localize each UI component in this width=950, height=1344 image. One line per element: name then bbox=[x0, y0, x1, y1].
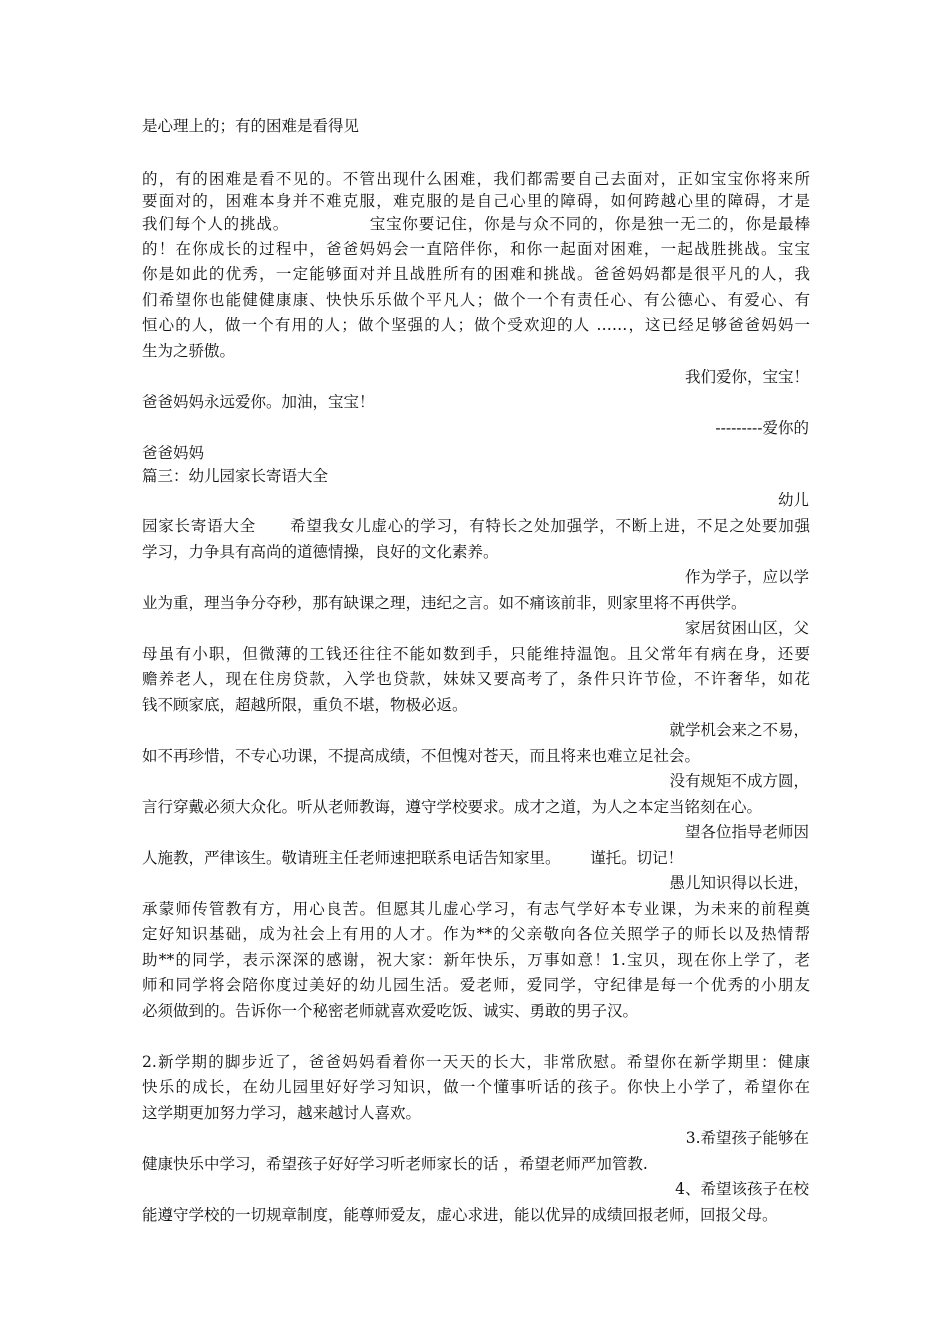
text-line: 这学期更加努力学习，越来越讨人喜欢。 bbox=[142, 1104, 422, 1122]
text-line-right: 3.希望孩子能够在 bbox=[685, 1129, 809, 1147]
text-line: 如不再珍惜，不专心功课，不提高成绩，不但愧对苍天，而且将来也难立足社会。 bbox=[142, 747, 701, 765]
text-line: 恒心的人，做一个有用的人；做个坚强的人；做个受欢迎的人 ……，这已经足够爸爸妈妈一 bbox=[142, 316, 810, 334]
text-line: 的，有的困难是看不见的。不管出现什么困难，我们都需要自己去面对，正如宝宝你将来所 bbox=[142, 170, 810, 188]
text-line: 人施教，严律该生。敬请班主任老师速把联系电话告知家里。 谨托。切记！ bbox=[142, 849, 684, 867]
text-line-right: 4、希望该孩子在校 bbox=[675, 1180, 809, 1198]
text-line: 健康快乐中学习，希望孩子好好学习听老师家长的话 ，希望老师严加管教. bbox=[142, 1155, 648, 1173]
text-line: 言行穿戴必须大众化。听从老师教诲，遵守学校要求。成才之道，为人之本定当铭刻在心。 bbox=[142, 798, 763, 816]
text-line: 钱不顾家底，超越所限，重负不堪，物极必返。 bbox=[142, 696, 468, 714]
text-line: 的！在你成长的过程中，爸爸妈妈会一直陪伴你，和你一起面对困难，一起战胜挑战。宝宝 bbox=[142, 240, 810, 258]
text-line-right: 作为学子，应以学 bbox=[684, 568, 809, 586]
text-line: 爸爸妈妈 bbox=[142, 444, 205, 462]
text-line: 母虽有小职，但微薄的工钱还往往不能如数到手，只能维持温饱。且父常年有病在身，还要 bbox=[142, 645, 810, 663]
text-line: 你是如此的优秀，一定能够面对并且战胜所有的困难和挑战。爸爸妈妈都是很平凡的人，我 bbox=[142, 265, 810, 283]
text-line-right: 愚儿知识得以长进， bbox=[669, 874, 809, 892]
text-line-right: 没有规矩不成方圆， bbox=[669, 772, 809, 790]
text-line-right: 幼儿 bbox=[777, 491, 809, 509]
text-line: 生为之骄傲。 bbox=[142, 342, 236, 360]
text-line: 赡养老人，现在住房贷款，入学也贷款，妹妹又要高考了，条件只许节俭，不许奢华，如花 bbox=[142, 670, 810, 688]
text-line: 快乐的成长，在幼儿园里好好学习知识，做一个懂事听话的孩子。你快上小学了，希望你在 bbox=[142, 1078, 810, 1096]
text-line: 们希望你也能健健康康、快快乐乐做个平凡人；做个一个有责任心、有公德心、有爱心、有 bbox=[142, 291, 810, 309]
text-line-right: 我们爱你，宝宝！ bbox=[684, 368, 809, 386]
text-line-right: 家居贫困山区，父 bbox=[684, 619, 809, 637]
text-line: 园家长寄语大全 希望我女儿虚心的学习，有特长之处加强学，不断上进，不足之处要加强 bbox=[142, 517, 810, 535]
text-line: 要面对的，困难本身并不难克服，难克服的是自己心里的障碍，如何跨越心里的障碍，才是 bbox=[142, 192, 810, 210]
text-line: 必须做到的。告诉你一个秘密老师就喜欢爱吃饭、诚实、勇敢的男子汉。 bbox=[142, 1002, 639, 1020]
text-line: 我们每个人的挑战。 宝宝你要记住，你是与众不同的，你是独一无二的，你是最棒 bbox=[142, 215, 810, 233]
text-line: 业为重，理当争分夺秒，那有缺课之理，违纪之言。如不痛该前非，则家里将不再供学。 bbox=[142, 594, 747, 612]
text-line: 能遵守学校的一切规章制度，能尊师爱友，虚心求进，能以优异的成绩回报老师，回报父母。 bbox=[142, 1206, 778, 1224]
text-line: 承蒙师传管教有方，用心良苦。但愿其儿虚心学习，有志气学好本专业课，为未来的前程奠 bbox=[142, 900, 810, 918]
text-line: 是心理上的；有的困难是看得见 bbox=[142, 117, 360, 135]
text-line-right: 就学机会来之不易， bbox=[669, 721, 809, 739]
text-line: 定好知识基础，成为社会上有用的人才。作为**的父亲敬向各位关照学子的师长以及热情帮 bbox=[142, 925, 810, 943]
text-line: 爸爸妈妈永远爱你。加油，宝宝！ bbox=[142, 393, 375, 411]
text-line: 2.新学期的脚步近了，爸爸妈妈看着你一天天的长大，非常欣慰。希望你在新学期里：健康 bbox=[142, 1053, 810, 1071]
text-line-right: ---------爱你的 bbox=[715, 419, 809, 437]
text-line: 师和同学将会陪你度过美好的幼儿园生活。爱老师，爱同学，守纪律是每一个优秀的小朋友 bbox=[142, 976, 810, 994]
text-line-right: 望各位指导老师因 bbox=[684, 823, 809, 841]
text-line: 助**的同学，表示深深的感谢，祝大家：新年快乐，万事如意！1.宝贝，现在你上学了，老 bbox=[142, 951, 810, 969]
text-line: 学习，力争具有高尚的道德情操，良好的文化素养。 bbox=[142, 543, 499, 561]
section-heading: 篇三：幼儿园家长寄语大全 bbox=[142, 467, 329, 485]
